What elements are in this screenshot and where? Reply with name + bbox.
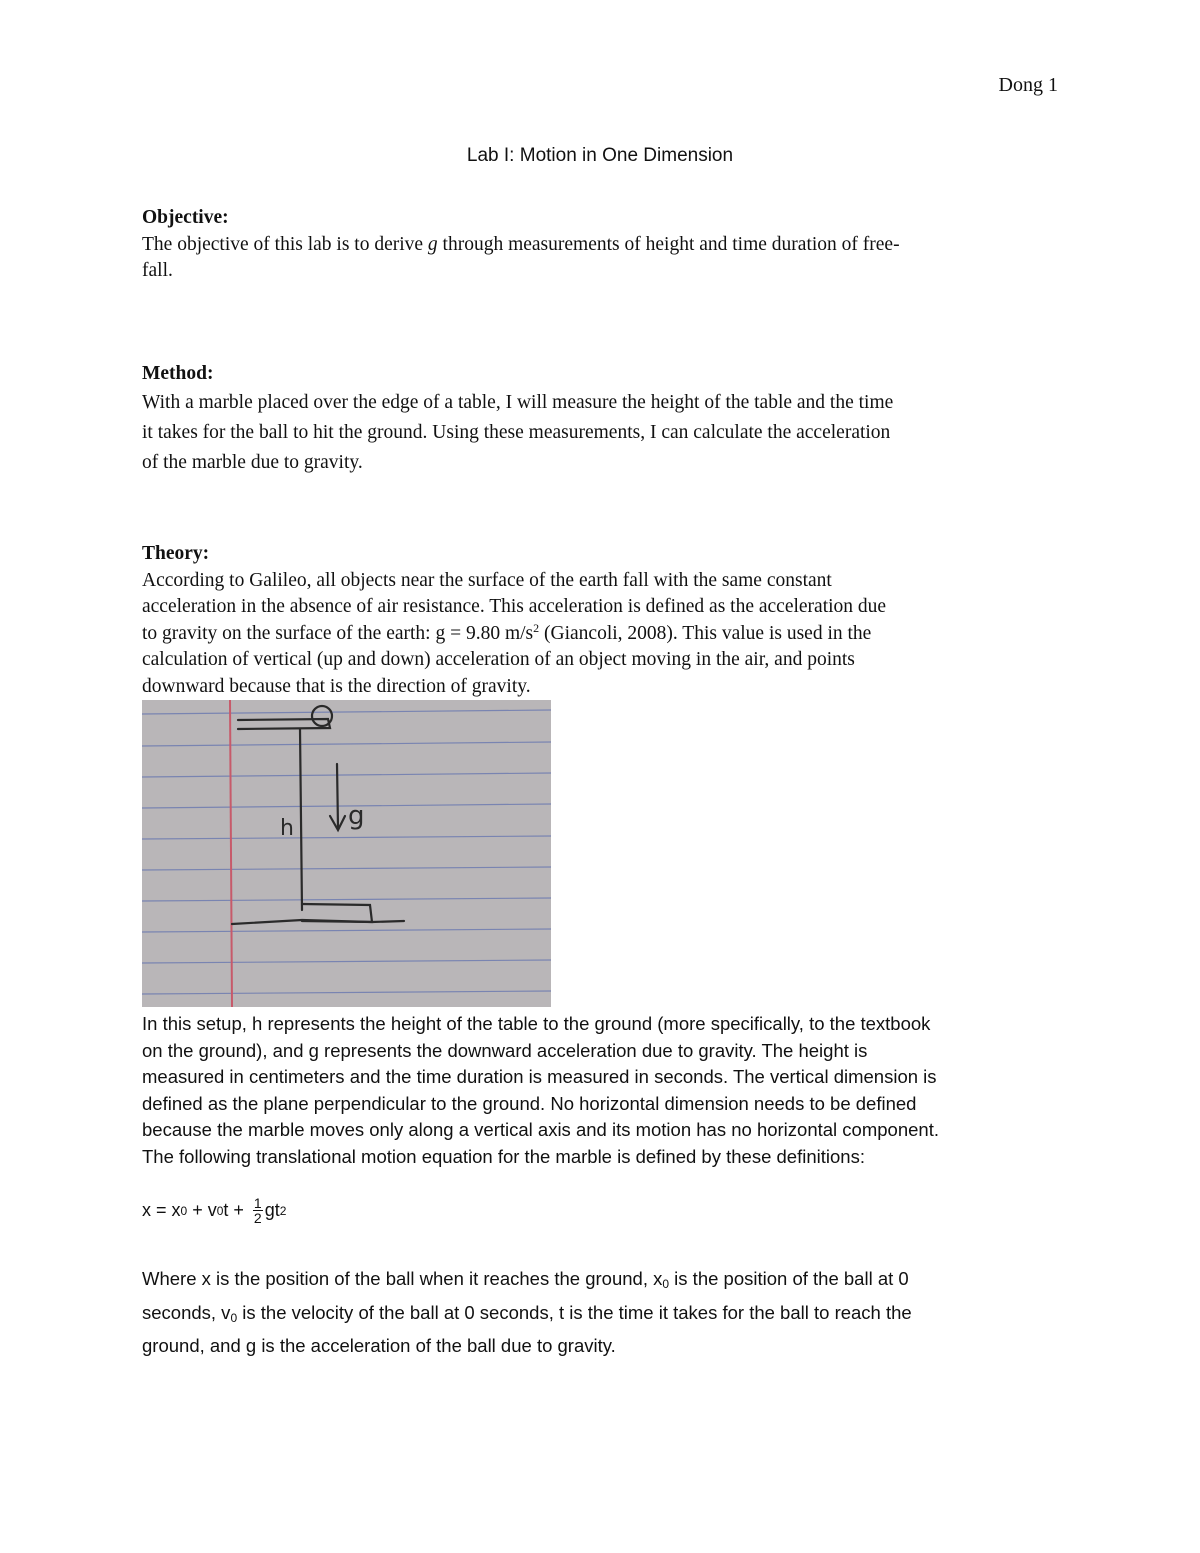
objective-text-line2: fall. bbox=[142, 260, 173, 281]
setup-line: on the ground), and g represents the downward acceleration due to gravity. The height is bbox=[142, 1039, 868, 1061]
explanation-text-part: seconds, v bbox=[142, 1301, 231, 1323]
motion-equation: x = x 0 + v 0 t + $\frac{1}{2}$ gt 2 bbox=[142, 1195, 287, 1226]
objective-section bbox=[142, 205, 1058, 285]
setup-line: The following translational motion equation for the marble is defined by these definitions: bbox=[142, 1145, 865, 1167]
explanation-line bbox=[142, 1265, 1058, 1299]
setup-sketch-figure bbox=[142, 700, 551, 1007]
equation-part: t + bbox=[223, 1200, 249, 1220]
setup-line: measured in centimeters and the time duration is measured in seconds. The vertical dimension is bbox=[142, 1066, 937, 1087]
page-header-label: Dong 1 bbox=[998, 74, 1058, 96]
equation-fraction bbox=[253, 1196, 263, 1225]
method-line: it takes for the ball to hit the ground. Using these measurements, I can calculate the acceleration bbox=[142, 421, 891, 443]
theory-heading: Theory: bbox=[142, 543, 210, 564]
fraction-numerator: 1 bbox=[253, 1195, 262, 1211]
theory-line: According to Galileo, all objects near the surface of the earth fall with the same constant bbox=[142, 569, 832, 591]
equation-part: x = x bbox=[142, 1200, 181, 1220]
objective-text-part: The objective of this lab is to derive bbox=[142, 233, 428, 255]
setup-line: In this setup, h represents the height of the table to the ground (more specifically, to the textbook bbox=[142, 1013, 931, 1034]
method-section bbox=[142, 361, 1058, 478]
method-line: With a marble placed over the edge of a table, I will measure the height of the table and the time bbox=[142, 391, 894, 413]
setup-paragraph bbox=[142, 1011, 1058, 1170]
explanation-paragraph bbox=[142, 1265, 1058, 1360]
method-line: of the marble due to gravity. bbox=[142, 451, 363, 473]
setup-line: defined as the plane perpendicular to the ground. No horizontal dimension needs to be defined bbox=[142, 1092, 917, 1114]
document-title: Lab I: Motion in One Dimension bbox=[466, 145, 734, 166]
objective-text-part: through measurements of height and time duration of free- bbox=[437, 233, 900, 255]
fraction-denominator: 2 bbox=[253, 1210, 262, 1226]
equation-subscript: 0 bbox=[216, 1203, 224, 1218]
theory-section bbox=[142, 541, 1058, 700]
equation-part: + v bbox=[187, 1200, 217, 1220]
theory-line: acceleration in the absence of air resistance. This acceleration is defined as the acceleration due bbox=[142, 596, 887, 617]
explanation-subscript: 0 bbox=[662, 1277, 670, 1291]
method-heading: Method: bbox=[142, 363, 214, 384]
objective-variable: g bbox=[427, 233, 438, 255]
explanation-text-part: is the velocity of the ball at 0 seconds, t is the time it takes for the ball to reach the bbox=[237, 1301, 912, 1323]
objective-heading: Objective: bbox=[142, 207, 229, 228]
theory-text-part: to gravity on the surface of the earth: g = 9.80 m/s bbox=[142, 622, 534, 644]
equation-subscript: 0 bbox=[180, 1203, 188, 1218]
theory-text-part: (Giancoli, 2008). This value is used in the bbox=[539, 622, 872, 644]
method-paragraph bbox=[142, 388, 1058, 478]
explanation-subscript: 0 bbox=[230, 1310, 238, 1325]
explanation-text-part: Where x is the position of the ball when it reaches the ground, x bbox=[142, 1268, 663, 1289]
height-label: h bbox=[280, 816, 294, 841]
setup-line: because the marble moves only along a vertical axis and its motion has no horizontal component. bbox=[142, 1119, 939, 1140]
explanation-text-part: is the position of the ball at 0 bbox=[669, 1268, 909, 1289]
gravity-label: g bbox=[348, 801, 365, 831]
explanation-line bbox=[142, 1299, 1058, 1333]
equation-part: gt bbox=[264, 1200, 280, 1220]
theory-line: downward because that is the direction of gravity. bbox=[142, 675, 531, 697]
objective-text bbox=[142, 232, 1058, 259]
theory-superscript: 2 bbox=[533, 620, 540, 635]
theory-line: calculation of vertical (up and down) acceleration of an object moving in the air, and points bbox=[142, 649, 855, 670]
gravity-arrow-shaft bbox=[337, 764, 338, 828]
explanation-line: ground, and g is the acceleration of the ball due to gravity. bbox=[142, 1335, 616, 1356]
theory-line bbox=[142, 621, 1058, 648]
